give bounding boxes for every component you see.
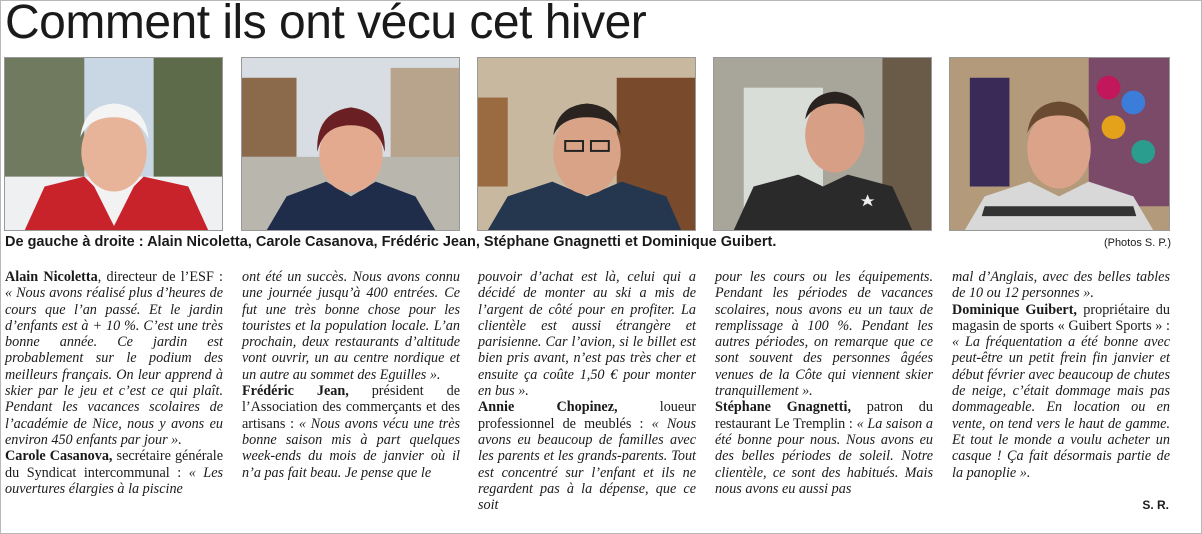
speaker-role: patron du restaurant Le Tremplin : — [715, 399, 933, 432]
paragraph — [478, 399, 696, 513]
paragraph — [952, 269, 1170, 302]
speaker-role: , directeur de l’ESF : — [97, 269, 223, 285]
quote: pour les cours ou les équipements. Pendant les périodes de vacances scolaires, nous avons eu un taux de remplissage à 100 %. Pendant les autres périodes, on remarque que ce sont souvent des personnes âgées venues de la Côte qui viennent skier tranquillement ». — [715, 269, 933, 400]
quote: « Les ouvertures élargies à la piscine — [5, 464, 224, 497]
paragraph — [478, 269, 696, 399]
paragraph — [952, 302, 1170, 481]
quote: « La fréquentation a été bonne avec peut-être un petit frein fin janvier et début février avec beaucoup de chutes de neige, c’était dommage mais pas dommageable. En location ou en vente, on tend vers le haut de gamme. Et tout le monde a voulu acheter un casque ! Ça fait désormais partie de la panoplie ». — [952, 334, 1170, 481]
photo-alain-nicoletta — [4, 57, 223, 231]
author-signature: S. R. — [1142, 498, 1169, 512]
portrait-image — [5, 58, 222, 230]
quote: « La saison a été bonne pour nous. Nous avons eu des belles périodes de soleil. Notre clientèle, ce sont des habitués. Mais nous avons eu aussi pas — [715, 415, 934, 497]
speaker-role: secrétaire générale du Syndicat intercommunal : — [5, 448, 223, 481]
photo-frederic-jean — [477, 57, 696, 231]
paragraph — [5, 269, 223, 448]
paragraph — [242, 383, 460, 481]
photo-carole-casanova — [241, 57, 460, 231]
portrait-image — [950, 58, 1169, 230]
portrait-image — [714, 58, 931, 230]
photo-dominique-guibert — [949, 57, 1170, 231]
speaker-role: président de l’Association des commerçants et des artisans : — [242, 383, 460, 432]
portrait-image — [478, 58, 695, 230]
article-column-5 — [952, 269, 1170, 481]
article-column-4 — [715, 269, 933, 497]
speaker-role: propriétaire du magasin de sports « Guibert Sports » : — [952, 301, 1170, 334]
quote: ont été un succès. Nous avons connu une journée jusqu’à 400 entrées. Ce fut une très bonne chose pour les touristes et la population locale. L’an prochain, deux restaurants d’altitude vont ouvrir, un au centre nordique et un autre au sommet des Eguilles ». — [242, 269, 460, 383]
portrait-image — [242, 58, 459, 230]
article-column-1 — [5, 269, 223, 497]
speaker-name: Annie Chopinez, — [478, 399, 618, 416]
paragraph — [715, 269, 933, 399]
paragraph — [715, 399, 933, 497]
paragraph — [242, 269, 460, 383]
speaker-name: Frédéric Jean, — [242, 383, 349, 400]
speaker-name: Carole Casanova, — [5, 448, 113, 465]
photo-caption: De gauche à droite : Alain Nicoletta, Carole Casanova, Frédéric Jean, Stéphane Gnagnetti et Dominique Guibert. — [5, 234, 777, 250]
article-column-2 — [242, 269, 460, 481]
article-column-3 — [478, 269, 696, 513]
speaker-name: Dominique Guibert, — [952, 301, 1077, 318]
speaker-name: Alain Nicoletta — [5, 269, 98, 285]
quote: « Nous avons réalisé plus d’heures de cours que l’an passé. Et le jardin d’enfants est à + 10 %. C’est une très bonne année. Ce jardin est probablement sur le podium des meilleurs français. On leur apprend à skier par le jeu et c’est ce qui plaît. Pendant les vacances scolaires de l’académie de Nice, nous y avons eu environ 450 enfants par jour ». — [5, 285, 223, 448]
quote: « Nous avons vécu une très bonne saison mis à part quelques week-ends du mois de janvier où il n’a pas fait beau. Je pense que le — [242, 415, 461, 481]
speaker-role: loueur professionnel de meublés : — [478, 399, 697, 432]
photo-credit: (Photos S. P.) — [1103, 237, 1171, 249]
paragraph — [5, 448, 223, 497]
photo-stephane-gnagnetti — [713, 57, 932, 231]
speaker-name: Stéphane Gnagnetti, — [715, 399, 851, 416]
quote: mal d’Anglais, avec des belles tables de 10 ou 12 personnes ». — [952, 269, 1170, 302]
headline: Comment ils ont vécu cet hiver — [5, 0, 647, 49]
quote: pouvoir d’achat est là, celui qui a décidé de monter au ski a mis de l’argent de côté pour en profiter. La clientèle est aussi étrangère et parisienne. Car l’avion, si le billet est bien pris avant, n’est pas très cher et ensuite ça coûte 1,50 € pour monter en bus ». — [478, 269, 696, 400]
quote: « Nous avons eu beaucoup de familles avec les parents et les grands-parents. Tout est concentré sur l’enfant et ils ne regardent pas à la dépense, que ce soit — [478, 415, 697, 514]
